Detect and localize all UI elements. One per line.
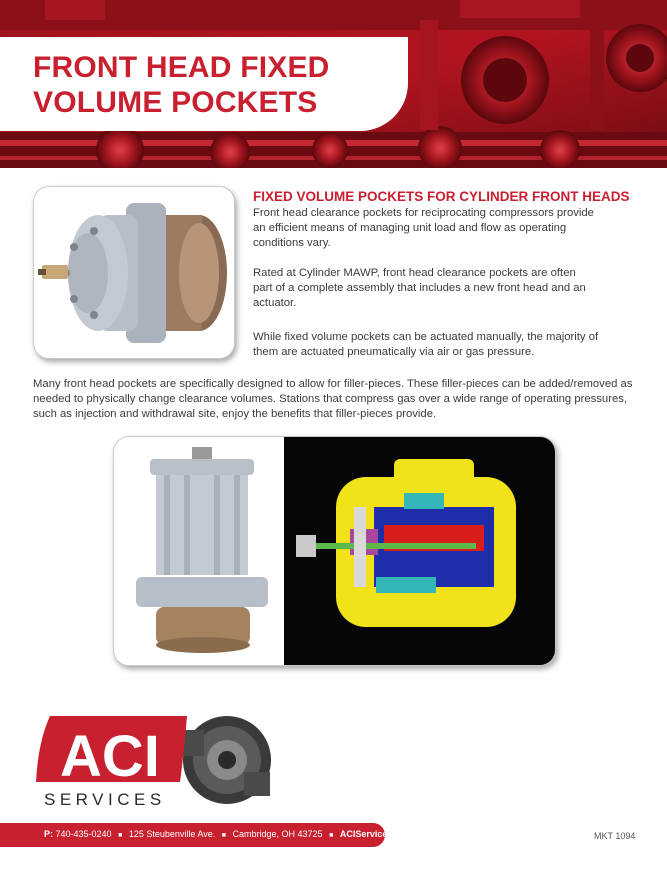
- logo-tagline: SERVICES: [44, 790, 166, 809]
- separator-icon: ■: [221, 832, 226, 839]
- front-head-photo: [33, 186, 235, 359]
- intro-paragraph-1: Front head clearance pockets for reciprocating compressors provide an efficient means of managing unit load and flow as operating conditions vary.: [253, 207, 594, 250]
- footer-contact: [44, 829, 413, 839]
- footer-city: Cambridge, OH 43725: [232, 829, 323, 839]
- pocket-assembly-and-cutaway-image: [114, 437, 555, 665]
- page-title-line-2: VOLUME POCKETS: [33, 86, 318, 119]
- aci-logo-mark: [32, 712, 292, 812]
- footer-website-link[interactable]: ACIServices.com: [339, 829, 414, 839]
- front-head-pocket-image: [34, 187, 234, 358]
- logo-letters: ACI: [60, 724, 160, 789]
- separator-icon: ■: [118, 832, 123, 839]
- footer-phone: 740-435-0240: [55, 829, 112, 839]
- intro-heading: FIXED VOLUME POCKETS FOR CYLINDER FRONT HEADS: [253, 189, 630, 204]
- intro-paragraph-3: While fixed volume pockets can be actuated manually, the majority of them are actuated pneumatically via air or gas pressure.: [253, 331, 599, 359]
- separator-icon: ■: [329, 832, 334, 839]
- marketing-code: MKT 1094: [594, 831, 636, 841]
- footer-street: 125 Steubenville Ave.: [128, 829, 216, 839]
- body-paragraph: Many front head pockets are specifically designed to allow for filler-pieces. These filler-pieces can be added/removed as needed to physically change clearance volumes. Stations that compress gas over a wide range of operating pressures, such as injection and withdrawal site, enjoy the benefits that filler-pieces provide.: [33, 378, 633, 421]
- footer-phone-label: P:: [44, 829, 53, 839]
- intro-paragraph-2: Rated at Cylinder MAWP, front head clearance pockets are often part of a complete assembly that includes a new front head and an actuator.: [253, 267, 586, 310]
- pocket-assembly-photo: [113, 436, 556, 666]
- aci-services-logo: [32, 712, 292, 817]
- page-title: [33, 50, 330, 120]
- page-title-line-1: FRONT HEAD FIXED: [33, 51, 330, 84]
- compressor-illustration-icon: [182, 716, 271, 804]
